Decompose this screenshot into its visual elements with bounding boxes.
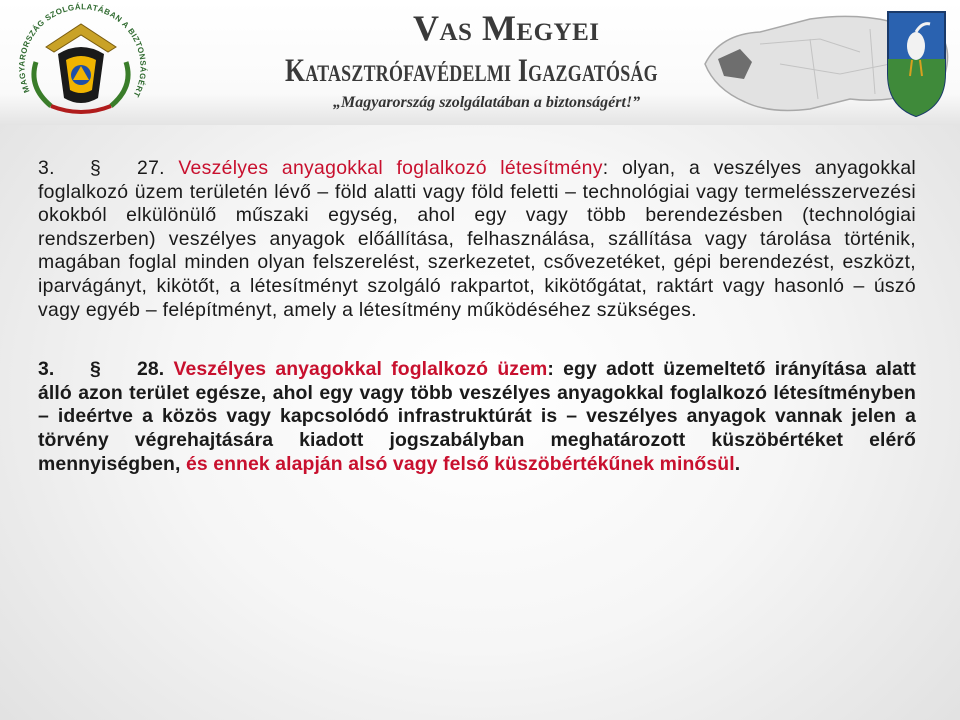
defined-term: Veszélyes anyagokkal foglalkozó üzem: [173, 358, 548, 381]
section-sign: §: [90, 157, 102, 179]
county-map-with-coat-of-arms: [700, 4, 955, 122]
item-number: 28.: [137, 358, 165, 381]
definition-text: : olyan, a veszélyes anyagokkal foglalkozó üzem területén lévő – föld alatti vagy föld feletti – technológiai vagy termelésszervezési okokból elkülönülő műszaki egység, ahol egy vagy több berendezésben (technológiai rendszerben) veszélyes anyagok előállítása, felhasználása, szállítása vagy tárolása történik, magában foglal minden olyan felszerelést, szerkezetet, csővezetéket, gépi berendezést, eszközt, iparvágányt, kikötőt, a létesítményt szolgáló rakpartot, kikötőgátat, raktárt vagy hasonló – úszó vagy egyéb – felépítményt, amely a létesítmény működéséhez szükséges.: [38, 157, 917, 321]
section-sign: §: [90, 358, 101, 381]
header-banner: [0, 0, 960, 125]
definition-end: .: [734, 452, 741, 475]
main-content: [38, 157, 916, 476]
header-title-line1: Vas Megyei: [413, 8, 600, 48]
emblem-arc-text: MAGYARORSZÁG SZOLGÁLATÁBAN A BIZTONSÁGÉRT: [17, 2, 148, 99]
paragraph-number: 3.: [38, 358, 55, 381]
paragraph-number: 3.: [38, 157, 55, 179]
item-number: 27.: [137, 157, 165, 179]
definition-emphasis: és ennek alapján alsó vagy felső küszöbértékűnek minősül: [185, 452, 735, 475]
definition-paragraph-27: [38, 157, 916, 322]
disaster-management-emblem: [6, 2, 156, 122]
header-motto: „Magyarország szolgálatában a biztonságért!”: [333, 94, 641, 111]
definition-text: : egy adott üzemeltető irányítása alatt álló azon terület egésze, ahol egy vagy több veszélyes anyagokkal foglalkozó létesítményben – ideértve a közös vagy kapcsolódó infrastruktúrát is – veszélyes anyagok vannak jelen a törvény végrehajtására kiadott jogszabályban meghatározott küszöbértéket elérő mennyiségben,: [38, 358, 916, 475]
definition-paragraph-28: [38, 358, 916, 476]
defined-term: Veszélyes anyagokkal foglalkozó létesítmény: [178, 157, 603, 179]
header-title-block: [285, 8, 705, 112]
header-title-line2: Katasztrófavédelmi Igazgatóság: [285, 53, 658, 89]
